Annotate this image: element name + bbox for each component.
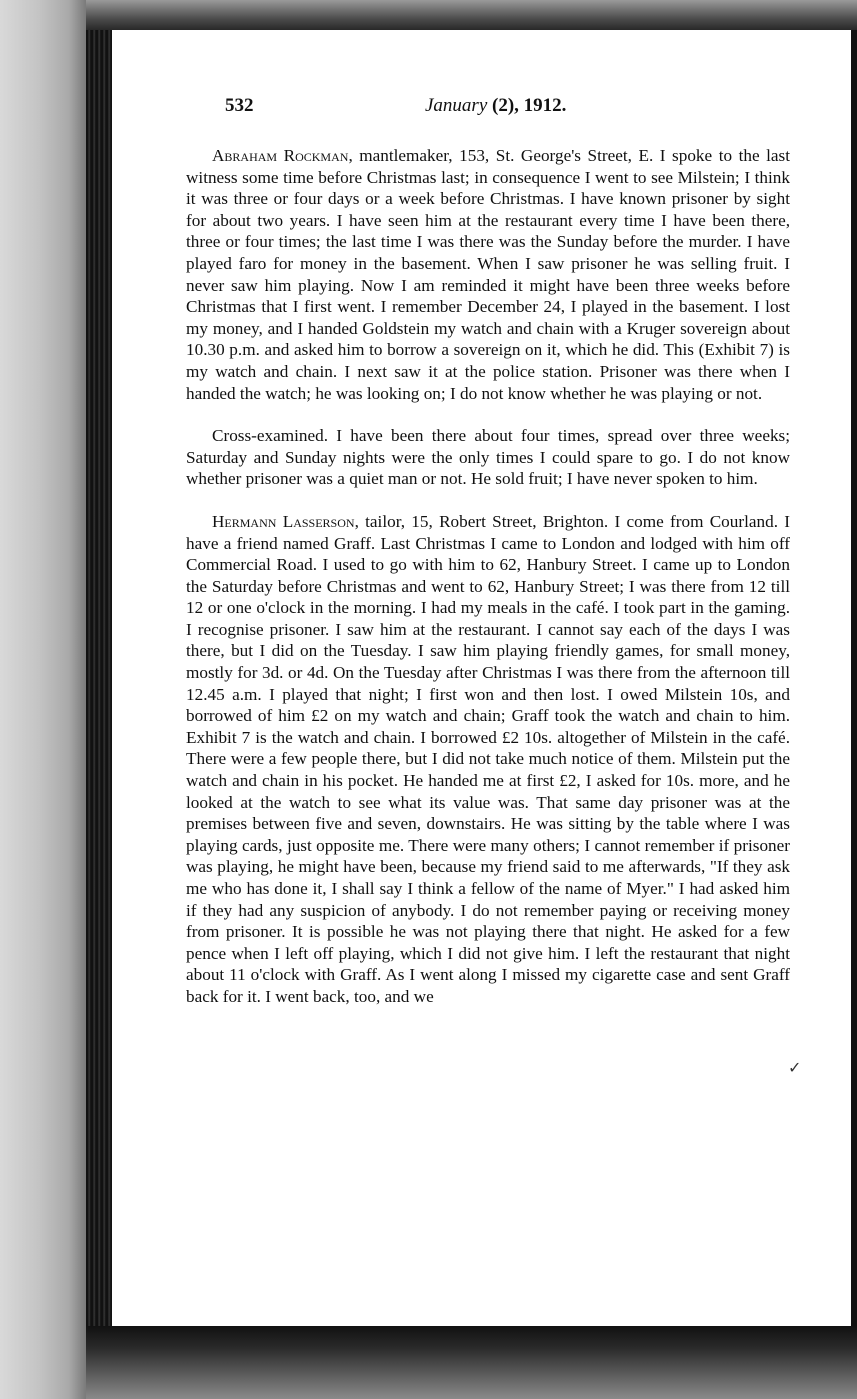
witness-name: Abraham Rockman — [212, 146, 349, 165]
scan-bottom-band — [86, 1326, 857, 1399]
running-head-month: January — [425, 95, 488, 116]
paragraph-text: Cross-examined. I have been there about four times, spread over three weeks; Saturday and Sunday nights were the only times I could spare to go. I do not know whether prisoner was a quiet man or not. He sold fruit; I have never spoken to him. — [186, 426, 790, 489]
witness-paragraph — [186, 511, 790, 1008]
body-text — [186, 145, 790, 1008]
cross-examination-paragraph — [186, 425, 790, 490]
scan-right-edge — [851, 30, 857, 1330]
page-number: 532 — [225, 95, 254, 116]
margin-check-mark: ✓ — [788, 1060, 802, 1077]
paragraph-text: , tailor, 15, Robert Street, Brighton. I come from Courland. I have a friend named Graff. Last Christmas I came to London and lodged with him off Commercial Road. I used to go with him to 62, Hanbury Street. I came up to London the Saturday before Christmas and went to 62, Hanbury Street; I was there from 12 till 12 or one o'clock in the morning. I had my meals in the café. I took part in the gaming. I recognise prisoner. I saw him at the restaurant. I cannot say each of the days I was there, but I did on the Tuesday. I saw him playing friendly games, for small money, mostly for 3d. or 4d. On the Tuesday after Christmas I was there from the afternoon till 12.45 a.m. I played that night; I first won and then lost. I owed Milstein 10s, and borrowed of him £2 on my watch and chain; Graff took the watch and chain to him. Exhibit 7 is the watch and chain. I borrowed £2 10s. altogether of Milstein in the café. There were a few people there, but I did not take much notice of them. Milstein put the watch and chain in his pocket. He handed me at first £2, I asked for 10s. more, and he looked at the watch to see what its value was. That same day prisoner was at the premises between five and seven, downstairs. He was sitting by the table where I was playing cards, just opposite me. There were many others; I cannot remember if prisoner was playing, he might have been, because my friend said to me afterwards, "If they ask me who has done it, I shall say I think a fellow of the name of Myer." I had asked him if they had any suspicion of anybody. I do not remember paying or receiving money from prisoner. It is possible he was not playing there that night. He asked for a few pence when I left off playing, which I did not give him. I left the restaurant that night about 11 o'clock with Graff. As I went along I missed my cigarette case and sent Graff back for it. I went back, too, and we — [186, 511, 790, 1006]
scan-left-margin — [0, 0, 86, 1399]
witness-name: Hermann Lasserson — [212, 511, 355, 531]
scan-top-band — [86, 0, 857, 32]
book-binding — [86, 30, 112, 1330]
running-head-date: (2), 1912. — [487, 95, 567, 116]
witness-paragraph — [186, 145, 790, 404]
page-header — [225, 95, 785, 125]
running-head — [425, 95, 566, 117]
paragraph-text: , mantlemaker, 153, St. George's Street, E. I spoke to the last witness some time before Christmas last; in consequence I went to see Milstein; I think it was three or four days or a week before Christmas. I have known prisoner by sight for about two years. I have seen him at the restaurant every time I have been there, three or four times; the last time I was there was the Sunday before the murder. I have played faro for money in the basement. When I saw prisoner he was selling fruit. I never saw him playing. Now I am reminded it might have been three weeks before Christmas that I first went. I remember December 24, I played in the basement. I lost my money, and I handed Goldstein my watch and chain with a Kruger sovereign about 10.30 p.m. and asked him to borrow a sovereign on it, which he did. This (Exhibit 7) is my watch and chain. I next saw it at the police station. Prisoner was there when I handed the watch; he was looking on; I do not know whether he was playing or not. — [186, 146, 791, 403]
